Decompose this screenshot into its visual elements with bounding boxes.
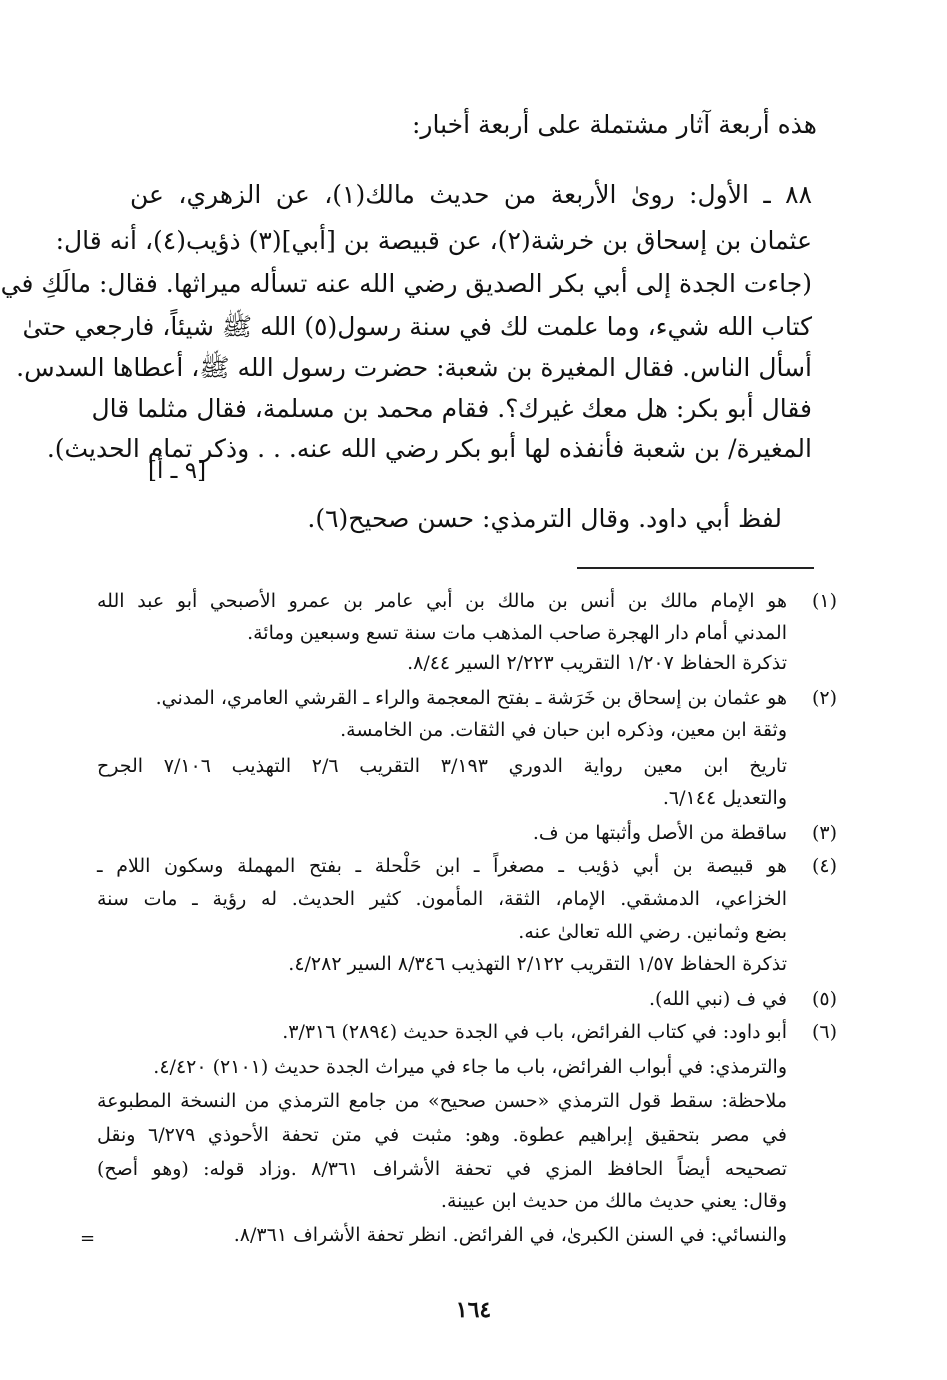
footnote-6-line-6: وقال: يعني حديث مالك من حديث ابن عيينة. bbox=[440, 1190, 787, 1212]
main-line-3: (جاءت الجدة إلى أبي بكر الصديق رضي الله عنه تسأله ميراثها. فقال: مالَكِ في bbox=[0, 269, 812, 298]
footnote-1-line-1: هو الإمام مالك بن أنس بن مالك بن أبي عامر بن عمرو الأصبحي أبو عبد الله bbox=[97, 590, 787, 612]
footnote-2-line-2: وثقة ابن معين، وذكره ابن حبان في الثقات. من الخامسة. bbox=[340, 719, 787, 741]
footnote-6-line-2: والترمذي: في أبواب الفرائض، باب ما جاء في ميراث الجدة حديث (٢١٠١) ٤/٤٢٠. bbox=[153, 1056, 787, 1078]
manuscript-folio-note: [٩ ـ أ] bbox=[148, 458, 207, 484]
footnote-2-line-4: والتعديل ٦/١٤٤. bbox=[662, 787, 787, 809]
footnote-divider bbox=[577, 567, 814, 569]
footnote-1-line-3: تذكرة الحفاظ ١/٢٠٧ التقريب ٢/٢٢٣ السير ٨/٤٤. bbox=[407, 652, 787, 674]
intro-line: هذه أربعة آثار مشتملة على أربعة أخبار: bbox=[411, 110, 817, 139]
main-line-2: عثمان بن إسحاق بن خرشة(٢)، عن قبيصة بن [أبي](٣) ذؤيب(٤)، أنه قال: bbox=[55, 226, 812, 255]
footnote-number: (١) bbox=[811, 590, 837, 612]
main-line-1: ٨٨ ـ الأول: روىٰ الأربعة من حديث مالك(١)، عن الزهري، عن bbox=[130, 180, 812, 209]
main-line-6: فقال أبو بكر: هل معك غيرك؟. فقام محمد بن مسلمة، فقال مثلما قال bbox=[91, 394, 812, 423]
footnote-number: (٦) bbox=[811, 1021, 837, 1043]
footnote-1-line-2: المدني أمام دار الهجرة صاحب المذهب مات سنة تسع وسبعين ومائة. bbox=[247, 622, 787, 644]
footnote-6-line-1: أبو داود: في كتاب الفرائض، باب في الجدة حديث (٢٨٩٤) ٣/٣١٦. bbox=[282, 1021, 787, 1043]
footnote-2-line-3: تاريخ ابن معين رواية الدوري ٣/١٩٣ التقريب ٢/٦ التهذيب ٧/١٠٦ الجرح bbox=[97, 755, 788, 777]
footnote-4-line-4: تذكرة الحفاظ ١/٥٧ التقريب ٢/١٢٢ التهذيب ٨/٣٤٦ السير ٤/٢٨٢. bbox=[288, 953, 787, 975]
page-number: ١٦٤ bbox=[455, 1297, 492, 1323]
footnote-4-line-1: هو قبيصة بن أبي ذؤيب ـ مصغراً ـ ابن حَلْحلة ـ بفتح المهملة وسكون اللام ـ bbox=[97, 855, 787, 877]
footnote-2-line-1: هو عثمان بن إسحاق بن خَرَشة ـ بفتح المعجمة والراء ـ القرشي العامري، المدني. bbox=[155, 687, 787, 709]
after-line: لفظ أبي داود. وقال الترمذي: حسن صحيح(٦). bbox=[307, 504, 782, 533]
continuation-mark: = bbox=[80, 1228, 96, 1249]
footnote-6-line-3: ملاحظة: سقط قول الترمذي «حسن صحيح» من جامع الترمذي من النسخة المطبوعة bbox=[97, 1090, 787, 1112]
footnote-6-line-5: تصحيحه أيضاً الحافظ المزي في تحفة الأشراف ٨/٣٦١ .وزاد قوله: (وهو أصح) bbox=[97, 1158, 788, 1180]
footnote-5-line-1: في ف (نبي الله). bbox=[648, 988, 787, 1010]
footnote-number: (٥) bbox=[811, 988, 837, 1010]
footnote-number: (٤) bbox=[811, 855, 837, 877]
footnote-3-line-1: ساقطة من الأصل وأثبتها من ف. bbox=[532, 822, 787, 844]
main-line-7: المغيرة/ بن شعبة فأنفذه لها أبو بكر رضي الله عنه. . . وذكر تمام الحديث). bbox=[46, 434, 812, 463]
footnote-4-line-2: الخزاعي، الدمشقي. الإمام، الثقة، المأمون. كثير الحديث. له رؤية ـ مات سنة bbox=[97, 888, 787, 910]
footnote-6-line-7: والنسائي: في السنن الكبرىٰ، في الفرائض. انظر تحفة الأشراف ٨/٣٦١. bbox=[233, 1224, 787, 1246]
footnote-number: (٢) bbox=[811, 687, 837, 709]
footnote-6-line-4: في مصر بتحقيق إبراهيم عطوة. وهو: مثبت في متن تحفة الأحوذي ٦/٢٧٩ ونقل bbox=[97, 1124, 787, 1146]
main-line-5: أسأل الناس. فقال المغيرة بن شعبة: حضرت رسول الله ﷺ، أعطاها السدس. bbox=[16, 353, 812, 382]
main-line-4: كتاب الله شيء، وما علمت لك في سنة رسول(٥) الله ﷺ شيئاً، فارجعي حتىٰ bbox=[22, 312, 812, 341]
footnote-number: (٣) bbox=[811, 822, 837, 844]
footnote-4-line-3: بضع وثمانين. رضي الله تعالىٰ عنه. bbox=[518, 921, 787, 943]
